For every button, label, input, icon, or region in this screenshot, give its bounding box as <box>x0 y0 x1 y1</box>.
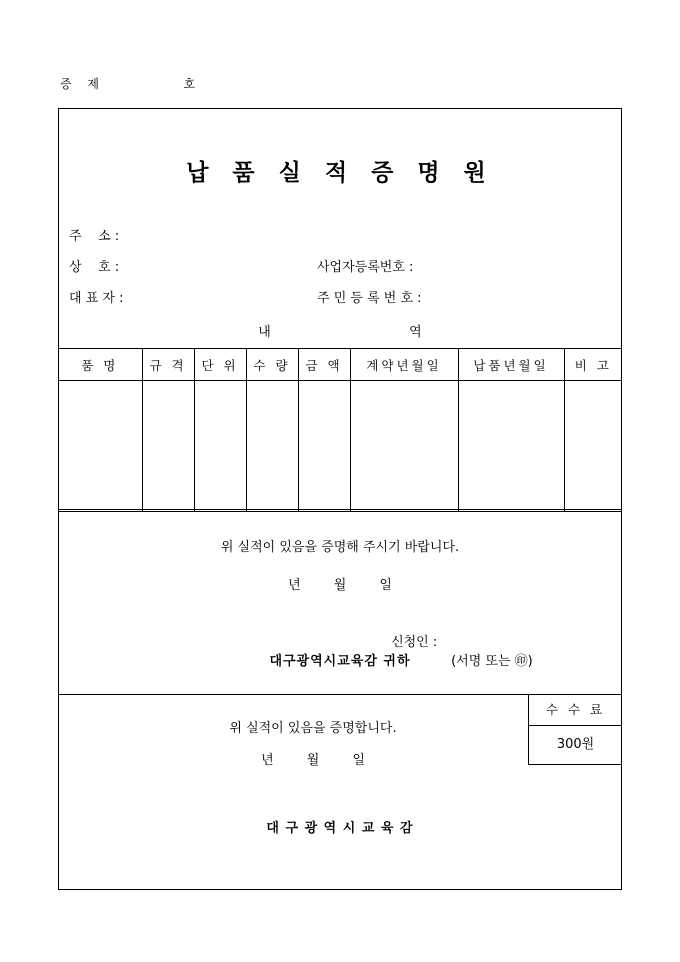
column-header-product-name: 품 명 <box>58 349 142 381</box>
details-label-right: 역 <box>409 325 422 340</box>
info-row-representative <box>59 283 621 314</box>
signature-note: (서명 또는 ㊞) <box>451 654 533 669</box>
items-table-header-row <box>58 349 622 381</box>
certificate-form-frame <box>58 108 622 890</box>
certification-date-line: 년 월 일 <box>261 753 365 768</box>
fee-value: 300원 <box>556 737 595 752</box>
items-table <box>58 348 622 512</box>
document-number-label: 증 제 호 <box>60 77 202 91</box>
info-row-address <box>59 221 621 252</box>
items-table-wrapper <box>58 348 622 512</box>
cell-delivery-date[interactable] <box>458 381 564 512</box>
fee-title: 수 수 료 <box>529 695 622 726</box>
info-row-company <box>59 252 621 283</box>
details-label-left: 내 <box>258 325 271 340</box>
certification-section <box>58 695 622 890</box>
column-header-delivery-date: 납품년월일 <box>458 349 564 381</box>
request-date-line: 년 월 일 <box>288 578 392 593</box>
cell-unit[interactable] <box>194 381 246 512</box>
column-header-quantity: 수 량 <box>246 349 298 381</box>
column-header-amount: 금 액 <box>298 349 350 381</box>
details-section-label <box>59 321 621 340</box>
column-header-remarks: 비 고 <box>564 349 622 381</box>
request-statement: 위 실적이 있음을 증명해 주시기 바랍니다. <box>220 540 460 555</box>
resident-registration-number-label: 주 민 등 록 번 호 : <box>317 291 422 306</box>
cell-contract-date[interactable] <box>350 381 458 512</box>
cell-remarks[interactable] <box>564 381 622 512</box>
table-row <box>58 381 622 512</box>
column-header-unit: 단 위 <box>194 349 246 381</box>
cell-product-name[interactable] <box>58 381 142 512</box>
certification-statement: 위 실적이 있음을 증명합니다. <box>229 721 397 736</box>
address-label: 주 소 : <box>69 229 120 244</box>
column-header-contract-date: 계약년월일 <box>350 349 458 381</box>
addressee-label: 대구광역시교육감 귀하 <box>269 654 411 669</box>
company-name-label: 상 호 : <box>69 260 120 275</box>
applicant-info-block <box>59 221 621 314</box>
cell-quantity[interactable] <box>246 381 298 512</box>
request-section <box>58 509 622 695</box>
certification-signer: 대 구 광 역 시 교 육 감 <box>266 821 414 836</box>
representative-label: 대 표 자 : <box>69 291 124 306</box>
cell-amount[interactable] <box>298 381 350 512</box>
column-header-spec: 규 격 <box>142 349 194 381</box>
business-registration-number-label: 사업자등록번호 : <box>317 260 414 275</box>
form-title: 납 품 실 적 증 명 원 <box>186 160 494 186</box>
applicant-label: 신청인 : <box>391 635 438 650</box>
cell-spec[interactable] <box>142 381 194 512</box>
